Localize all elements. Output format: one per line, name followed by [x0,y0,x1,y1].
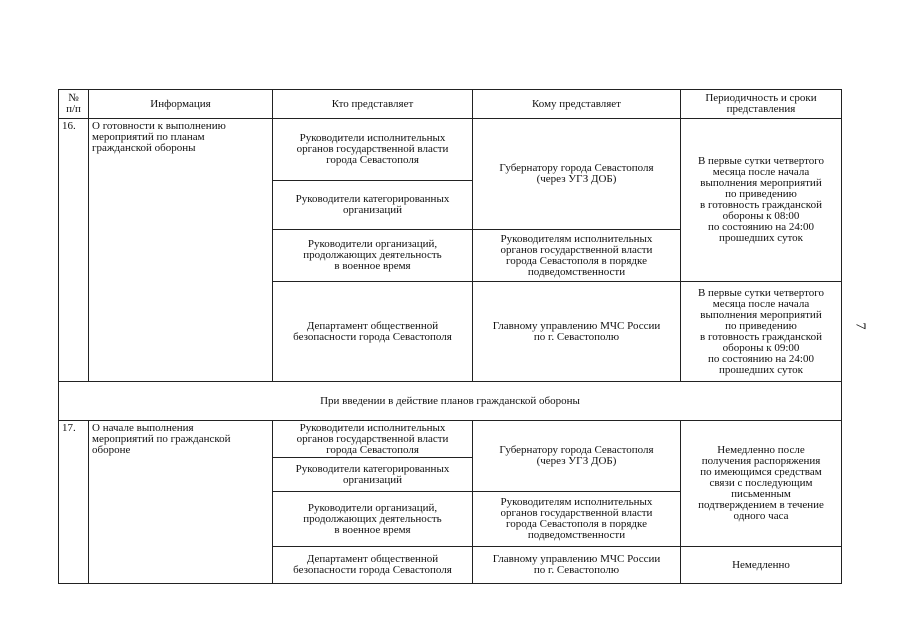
page-number: 7 [852,322,868,330]
section-title: При введении в действие планов гражданской обороны [320,394,580,407]
row16-num: 16. [62,121,76,132]
row16-info: О готовности к выполнению мероприятий по планам гражданской обороны [92,121,226,154]
row17-who-2: Руководители категорированных организаций [295,462,450,486]
row17-to-2: Руководителям исполнительных органов государственной власти города Севастополя в порядке подведомственности [500,496,653,541]
row16-to-3: Главному управлению МЧС России по г. Севастополю [492,319,661,343]
row16-who-1: Руководители исполнительных органов государственной власти города Севастополя [296,132,449,166]
header-num: № п/п [66,92,81,115]
row17-to-3: Главному управлению МЧС России по г. Севастополю [492,553,661,576]
row17-period-1: Немедленно после получения распоряжения по имеющимся средствам связи с последующим письменным подтверждением в течение одного часа [698,444,824,522]
header-to-whom: Кому представляет [531,97,621,110]
row16-who-3: Руководители организаций, продолжающих деятельность в военное время [303,238,442,272]
row17-period-2: Немедленно [732,558,790,571]
header-period: Периодичность и сроки представления [705,92,817,115]
row17-info: О начале выполнения мероприятий по гражданской обороне [92,423,231,456]
row17-who-1: Руководители исполнительных органов государственной власти города Севастополя [296,421,449,456]
row16-period-2: В первые сутки четвертого месяца после начала выполнения мероприятий по приведению в готовность гражданской обороны к 09:00 по состоянию на 24:00 прошедших суток [697,286,825,376]
table-bottom-border [58,583,842,584]
table-right-border [841,89,842,584]
header-who: Кто представляет [331,97,414,110]
row16-who-2: Руководители категорированных организаций [295,193,450,216]
table-left-border [58,89,59,584]
row16-who-4: Департамент общественной безопасности города Севастополя [293,319,452,343]
header-info: Информация [150,97,211,110]
row16-to-1: Губернатору города Севастополя (через УГЗ ДОБ) [499,162,654,185]
row17-to-1: Губернатору города Севастополя (через УГЗ ДОБ) [499,444,654,467]
row17-num: 17. [62,423,76,434]
row17-who-4: Департамент общественной безопасности города Севастополя [293,553,452,576]
row16-to-2: Руководителям исполнительных органов государственной власти города Севастополя в порядке подведомственности [500,232,653,278]
row17-who-3: Руководители организаций, продолжающих деятельность в военное время [303,501,442,536]
row16-period-1: В первые сутки четвертого месяца после начала выполнения мероприятий по приведению в готовность гражданской обороны к 08:00 по состоянию на 24:00 прошедших суток [697,155,825,244]
